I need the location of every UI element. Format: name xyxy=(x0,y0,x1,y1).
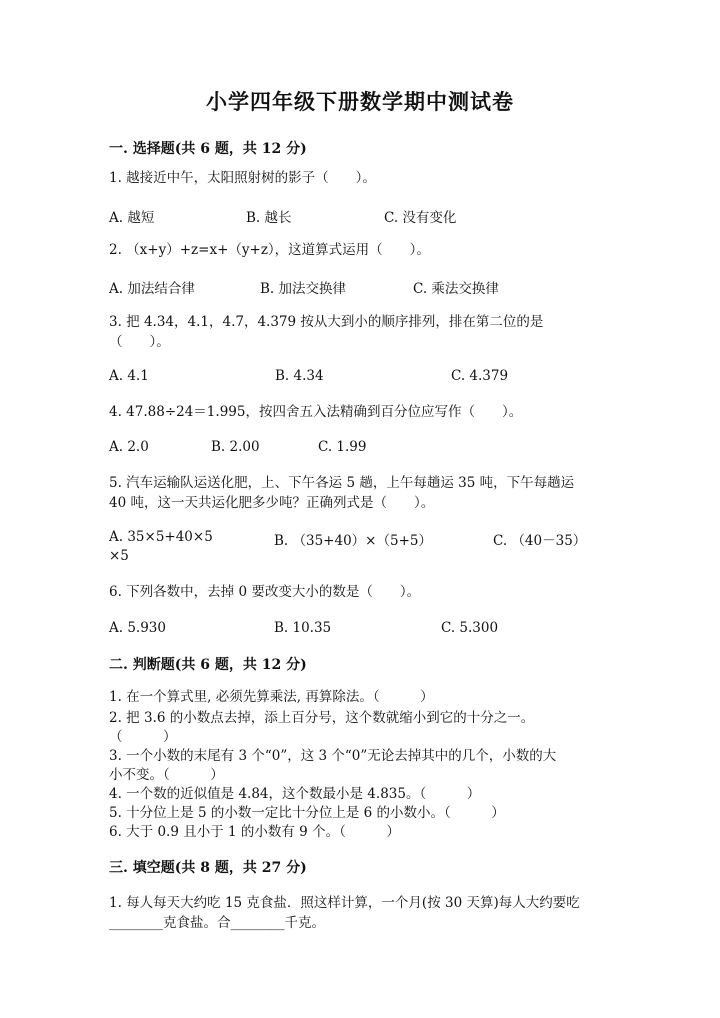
question-5-line-2: 40 吨，这一天共运化肥多少吨？正确列式是（ ）。 xyxy=(109,495,435,511)
question-3-line-1: 3. 把 4.34，4.1，4.7，4.379 按从大到小的顺序排列，排在第二位的是 xyxy=(109,314,544,330)
question-6: 6. 下列各数中，去掉 0 要改变大小的数是（ ）。 xyxy=(109,584,421,600)
page-title: 小学四年级下册数学期中测试卷 xyxy=(206,89,514,114)
q3-option-a: A. 4.1 xyxy=(109,368,149,384)
judge-5: 5. 十分位上是 5 的小数一定比十分位上是 6 的小数小。（ ） xyxy=(109,805,505,821)
judge-2-line-1: 2. 把 3.6 的小数点去掉，添上百分号，这个数就缩小到它的十分之一。 xyxy=(109,710,535,726)
q5-option-c: C. （40－35） xyxy=(493,533,587,549)
question-3-line-2: （ ）。 xyxy=(109,334,170,350)
q3-option-c: C. 4.379 xyxy=(451,368,509,384)
q6-option-b: B. 10.35 xyxy=(274,620,332,636)
section-heading-choice: 一. 选择题(共 6 题，共 12 分) xyxy=(109,141,307,157)
judge-3-line-2: 小不变。（ ） xyxy=(109,767,224,783)
q5-option-a: A. 35×5+40×5 xyxy=(109,529,213,545)
q5-option-b: B. （35+40）×（5+5） xyxy=(274,533,432,549)
judge-3-line-1: 3. 一个小数的末尾有 3 个“0”，这 3 个“0”无论去掉其中的几个，小数的大 xyxy=(109,748,557,764)
q2-option-c: C. 乘法交换律 xyxy=(413,281,499,297)
section-heading-fill: 三. 填空题(共 8 题，共 27 分) xyxy=(109,860,307,876)
q6-option-c: C. 5.300 xyxy=(441,620,499,636)
fill-1-line-1: 1. 每人每天大约吃 15 克食盐．照这样计算，一个月(按 30 天算)每人大约要吃 xyxy=(109,895,580,911)
q6-option-a: A. 5.930 xyxy=(109,620,166,636)
question-2: 2. （x+y）+z=x+（y+z），这道算式运用（ ）。 xyxy=(109,242,430,258)
question-5-line-1: 5. 汽车运输队运送化肥，上、下午各运 5 趟，上午每趟运 35 吨，下午每趟运 xyxy=(109,475,575,491)
judge-2-line-2: （ ） xyxy=(109,729,177,745)
judge-1: 1. 在一个算式里, 必须先算乘法, 再算除法。（ ） xyxy=(109,689,434,705)
q1-option-c: C. 没有变化 xyxy=(384,210,457,226)
q1-option-a: A. 越短 xyxy=(109,210,155,226)
question-1: 1. 越接近中午，太阳照射树的影子（ ）。 xyxy=(109,170,376,186)
fill-1-line-2: ________克食盐。合________千克。 xyxy=(109,915,325,931)
section-heading-judge: 二. 判断题(共 6 题，共 12 分) xyxy=(109,657,307,673)
question-4: 4. 47.88÷24＝1.995，按四舍五入法精确到百分位应写作（ ）。 xyxy=(109,404,523,420)
q2-option-a: A. 加法结合律 xyxy=(109,281,195,297)
q4-option-b: B. 2.00 xyxy=(211,439,260,455)
q4-option-a: A. 2.0 xyxy=(109,439,149,455)
q4-option-c: C. 1.99 xyxy=(318,439,367,455)
q2-option-b: B. 加法交换律 xyxy=(260,281,347,297)
q3-option-b: B. 4.34 xyxy=(275,368,324,384)
q1-option-b: B. 越长 xyxy=(246,210,292,226)
judge-6: 6. 大于 0.9 且小于 1 的小数有 9 个。（ ） xyxy=(109,824,400,840)
judge-4: 4. 一个数的近似值是 4.84，这个数最小是 4.835。（ ） xyxy=(109,786,481,802)
q5-option-c-continued: ×5 xyxy=(109,548,129,564)
